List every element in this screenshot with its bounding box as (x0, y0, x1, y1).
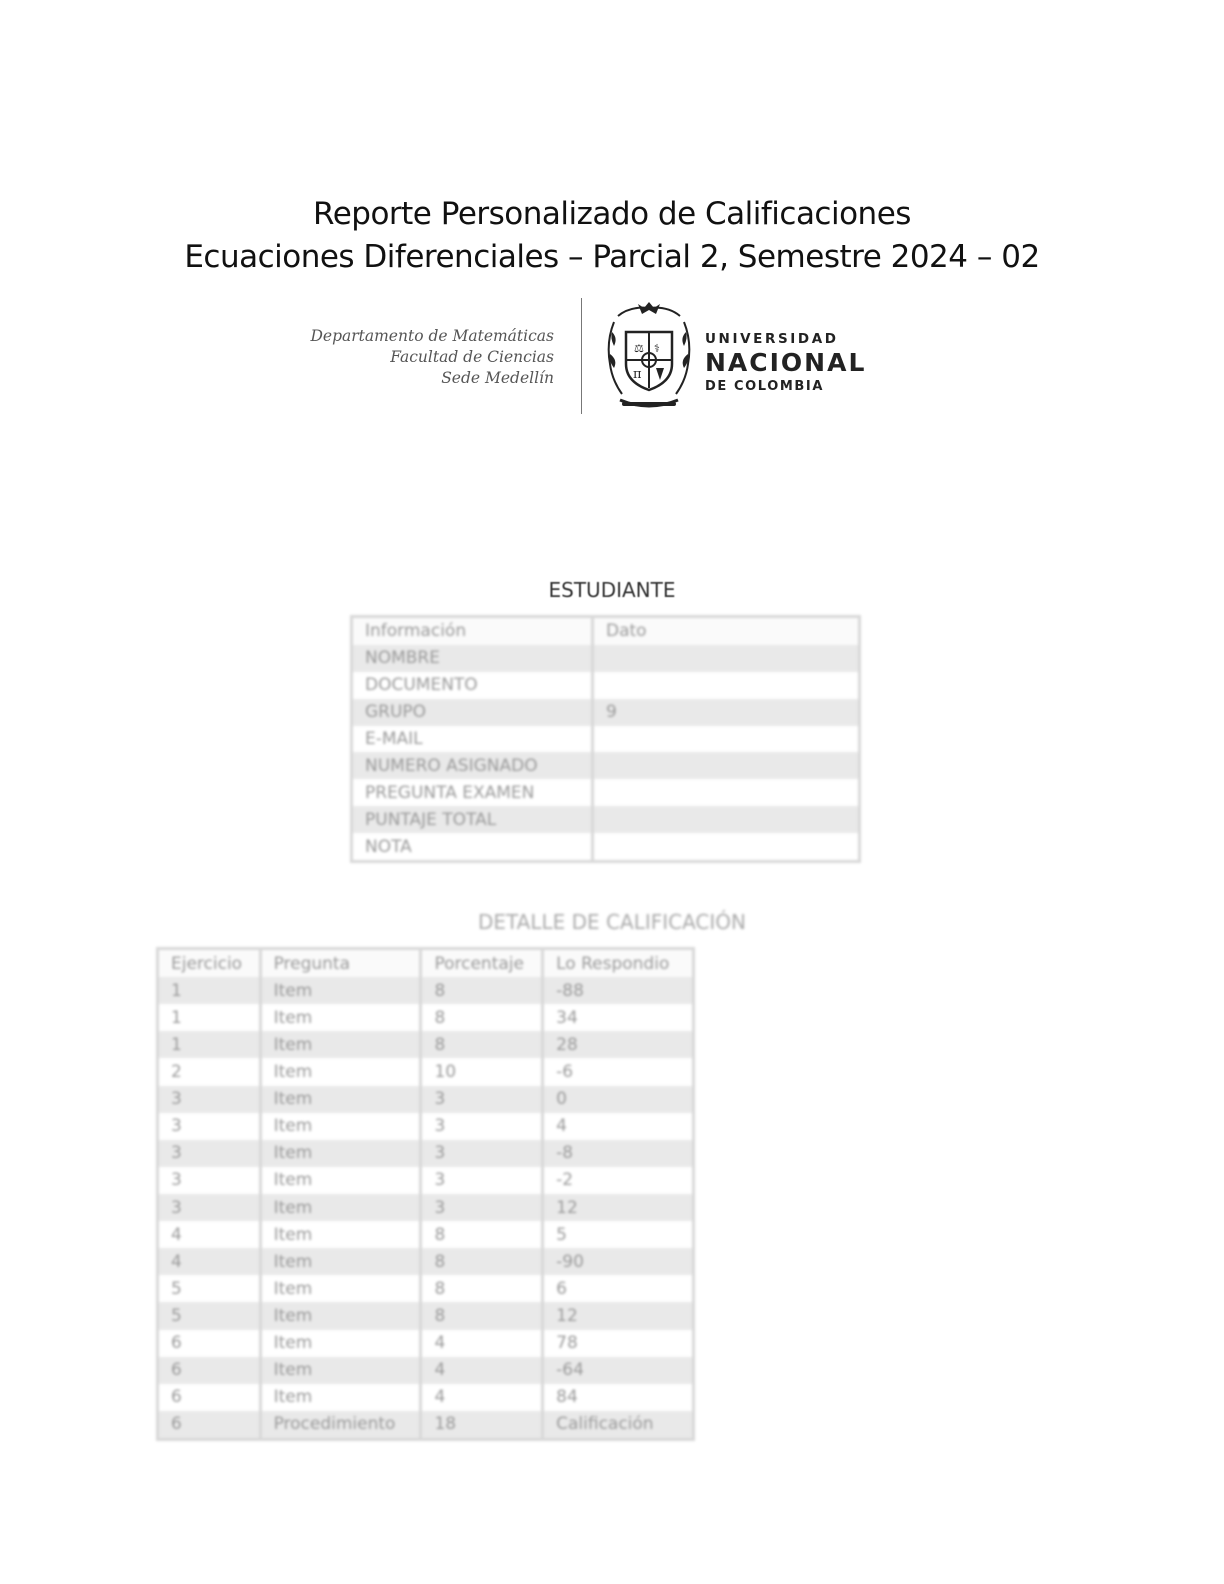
logo-divider (581, 298, 582, 414)
field-value (593, 726, 859, 753)
exercise-cell: 3 (159, 1167, 260, 1194)
exercise-cell: 3 (159, 1140, 260, 1167)
svg-text:⚖: ⚖ (634, 342, 644, 355)
field-value (593, 645, 859, 672)
exercise-cell: 1 (159, 1004, 260, 1031)
report-subtitle: Ecuaciones Diferenciales – Parcial 2, Semestre 2024 – 02 (184, 239, 1040, 275)
field-value (593, 806, 859, 833)
header-cell: Información (353, 618, 593, 645)
table-row (159, 1221, 692, 1248)
field-label: GRUPO (353, 699, 593, 726)
answer-cell: 5 (556, 1224, 567, 1245)
university-name-line2: NACIONAL (705, 348, 867, 377)
question-cell: Item (260, 1275, 421, 1302)
percent-cell: 8 (421, 1221, 543, 1248)
table-row (159, 1275, 692, 1302)
answer-cell: -64 (543, 1357, 692, 1384)
table-row (159, 977, 692, 1004)
question-cell: Item (260, 1302, 421, 1329)
percent-cell: 4 (421, 1357, 543, 1384)
answer-cell: 12 (543, 1194, 692, 1221)
question-cell: Item (260, 1058, 421, 1085)
field-label: NOTA (353, 833, 593, 860)
department-line: Departamento de Matemáticas (310, 327, 554, 345)
question-cell: Item (260, 1384, 421, 1411)
header-cell: Pregunta (260, 950, 421, 977)
table-row (159, 1411, 692, 1438)
table-row (353, 726, 858, 753)
table-row (353, 672, 858, 699)
answer-cell: -6 (556, 1061, 574, 1082)
exercise-cell: 3 (159, 1086, 260, 1113)
table-row (159, 1330, 692, 1357)
header-cell: Ejercicio (159, 950, 260, 977)
answer-cell: 78 (556, 1333, 578, 1354)
field-label: E-MAIL (353, 726, 593, 753)
exercise-cell: 3 (159, 1113, 260, 1140)
question-cell: Item (260, 1113, 421, 1140)
percent-cell: 8 (421, 1275, 543, 1302)
percent-cell: 3 (421, 1086, 543, 1113)
university-name-line3: DE COLOMBIA (705, 379, 825, 394)
answer-cell: -90 (543, 1248, 692, 1275)
question-cell: Item (260, 1330, 421, 1357)
campus-line: Sede Medellín (441, 369, 554, 387)
exercise-cell: 6 (159, 1330, 260, 1357)
table-row (353, 806, 858, 833)
percent-cell: 8 (421, 1302, 543, 1329)
table-row (159, 1302, 692, 1329)
exercise-cell: 6 (159, 1357, 260, 1384)
percent-cell: 8 (421, 1031, 543, 1058)
faculty-line: Facultad de Ciencias (390, 348, 554, 366)
answer-cell: -8 (543, 1140, 692, 1167)
exercise-cell: 4 (159, 1248, 260, 1275)
exercise-cell: 4 (159, 1221, 260, 1248)
university-name-line1: UNIVERSIDAD (705, 331, 839, 347)
grade-detail-table (159, 950, 692, 1438)
question-cell: Procedimiento (260, 1411, 421, 1438)
question-cell: Item (260, 1248, 421, 1275)
header-cell: Porcentaje (421, 950, 543, 977)
percent-cell: 4 (421, 1384, 543, 1411)
field-value (593, 752, 859, 779)
exercise-cell: 3 (159, 1194, 260, 1221)
table-row (159, 1357, 692, 1384)
question-cell: Item (260, 977, 421, 1004)
exercise-cell: 1 (159, 1031, 260, 1058)
answer-cell: Calificación (543, 1411, 692, 1438)
exercise-cell: 6 (159, 1384, 260, 1411)
table-row (159, 1194, 692, 1221)
department-block (310, 326, 554, 389)
table-row (159, 1248, 692, 1275)
percent-cell: 3 (421, 1194, 543, 1221)
header-cell: Lo Respondio (543, 950, 692, 977)
percent-cell: 10 (421, 1058, 543, 1085)
answer-cell: -2 (556, 1170, 574, 1191)
detail-section-label: DETALLE DE CALIFICACIÓN (477, 910, 746, 934)
answer-cell: 84 (556, 1387, 578, 1408)
percent-cell: 8 (421, 977, 543, 1004)
answer-cell: 0 (543, 1086, 692, 1113)
answer-cell: 4 (556, 1116, 567, 1137)
table-header-row (159, 950, 692, 977)
answer-cell: -88 (543, 977, 692, 1004)
question-cell: Item (260, 1031, 421, 1058)
field-label: PUNTAJE TOTAL (353, 806, 593, 833)
field-value (593, 779, 859, 806)
percent-cell: 3 (421, 1140, 543, 1167)
table-row (159, 1058, 692, 1085)
exercise-cell: 5 (159, 1302, 260, 1329)
field-label: NOMBRE (353, 645, 593, 672)
field-value: 9 (593, 699, 859, 726)
field-label: NUMERO ASIGNADO (353, 752, 593, 779)
student-section-label: ESTUDIANTE (548, 578, 676, 602)
table-row (159, 1004, 692, 1031)
table-row (353, 752, 858, 779)
table-row (159, 1140, 692, 1167)
field-value (593, 672, 859, 699)
question-cell: Item (260, 1357, 421, 1384)
table-row (159, 1086, 692, 1113)
exercise-cell: 6 (159, 1411, 260, 1438)
question-cell: Item (260, 1221, 421, 1248)
table-row (159, 1167, 692, 1194)
exercise-cell: 1 (159, 977, 260, 1004)
university-seal-icon (604, 302, 694, 412)
question-cell: Item (260, 1086, 421, 1113)
svg-text:π: π (633, 367, 642, 382)
answer-cell: 6 (556, 1278, 567, 1299)
exercise-cell: 2 (159, 1058, 260, 1085)
table-row (159, 1384, 692, 1411)
table-row (159, 1113, 692, 1140)
header-cell: Dato (593, 618, 859, 645)
student-table (353, 618, 858, 860)
table-header-row (353, 618, 858, 645)
field-value (593, 833, 859, 860)
answer-cell: 28 (543, 1031, 692, 1058)
percent-cell: 4 (421, 1330, 543, 1357)
question-cell: Item (260, 1167, 421, 1194)
question-cell: Item (260, 1140, 421, 1167)
table-row (159, 1031, 692, 1058)
percent-cell: 8 (421, 1004, 543, 1031)
report-title: Reporte Personalizado de Calificaciones (313, 196, 911, 232)
svg-text:⚕: ⚕ (654, 342, 660, 355)
answer-cell: 34 (556, 1007, 578, 1028)
table-row (353, 645, 858, 672)
question-cell: Item (260, 1194, 421, 1221)
table-row (353, 779, 858, 806)
percent-cell: 3 (421, 1167, 543, 1194)
field-label: PREGUNTA EXAMEN (353, 779, 593, 806)
percent-cell: 3 (421, 1113, 543, 1140)
field-label: DOCUMENTO (353, 672, 593, 699)
percent-cell: 18 (421, 1411, 543, 1438)
exercise-cell: 5 (159, 1275, 260, 1302)
university-name (705, 330, 866, 395)
table-row (353, 833, 858, 860)
question-cell: Item (260, 1004, 421, 1031)
table-row (353, 699, 858, 726)
percent-cell: 8 (421, 1248, 543, 1275)
answer-cell: 12 (543, 1302, 692, 1329)
